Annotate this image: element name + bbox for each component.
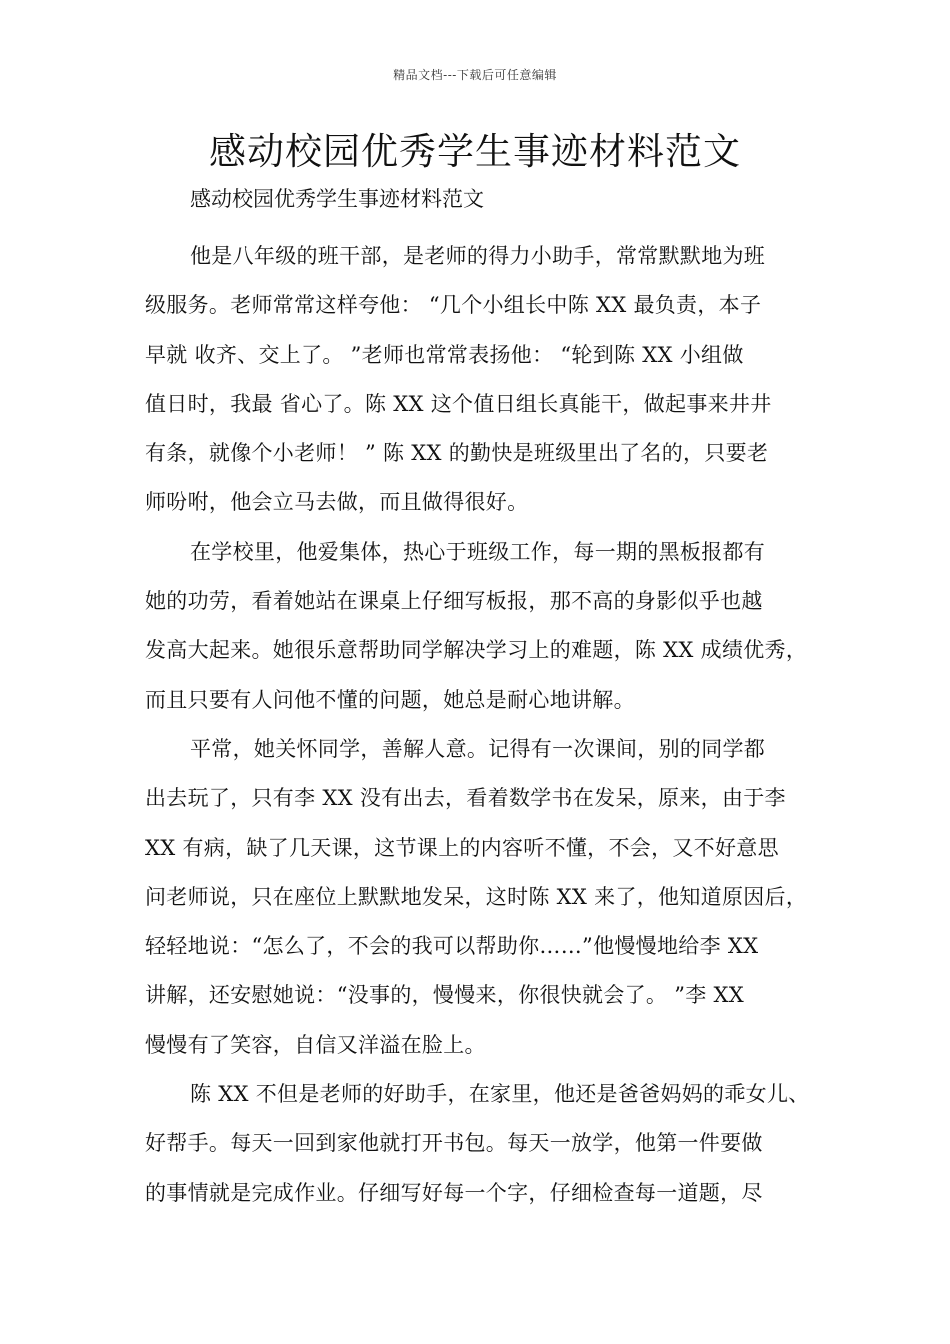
text-line: 慢慢有了笑容，自信又洋溢在脸上。 — [145, 1032, 486, 1057]
header-note: 精品文档---下载后可任意编辑 — [393, 68, 557, 82]
text-line: 问老师说，只在座位上默默地发呆，这时陈 XX 来了，他知道原因后， — [145, 884, 808, 909]
paragraph — [145, 1070, 810, 1218]
text-line: 早就 收齐、交上了。 ”老师也常常表扬他： “轮到陈 XX 小组做 — [145, 342, 744, 367]
paragraph — [145, 528, 808, 725]
text-line: 平常，她关怀同学，善解人意。记得有一次课间，别的同学都 — [190, 736, 766, 761]
text-line: 好帮手。每天一回到家他就打开书包。每天一放学，他第一件要做 — [145, 1131, 763, 1156]
text-line: 讲解，还安慰她说：“没事的，慢慢来，你很快就会了。 ”李 XX — [145, 983, 745, 1008]
text-line: 她的功劳，看着她站在课桌上仔细写板报，那不高的身影似乎也越 — [145, 589, 763, 614]
text-line: 的事情就是完成作业。仔细写好每一个字，仔细检查每一道题，尽 — [145, 1180, 763, 1205]
document-body — [145, 232, 810, 1218]
text-line: 值日时，我最 省心了。陈 XX 这个值日组长真能干，做起事来井井 — [145, 391, 772, 416]
text-line: 师吩咐，他会立马去做，而且做得很好。 — [145, 490, 529, 515]
text-line: XX 有病，缺了几天课，这节课上的内容听不懂，不会，又不好意思 — [145, 835, 779, 860]
text-line: 在学校里，他爱集体，热心于班级工作，每一期的黑板报都有 — [190, 539, 766, 564]
text-line: 有条，就像个小老师！ ” 陈 XX 的勤快是班级里出了名的，只要老 — [145, 441, 769, 466]
text-line: 轻轻地说：“怎么了，不会的我可以帮助你……”他慢慢地给李 XX — [145, 934, 759, 959]
text-line: 陈 XX 不但是老师的好助手，在家里，他还是爸爸妈妈的乖女儿、 — [190, 1082, 810, 1107]
text-line: 而且只要有人问他不懂的问题，她总是耐心地讲解。 — [145, 687, 635, 712]
paragraph — [145, 232, 805, 528]
text-line: 出去玩了，只有李 XX 没有出去，看着数学书在发呆，原来，由于李 — [145, 786, 786, 811]
document-subtitle: 感动校园优秀学生事迹材料范文 — [190, 187, 484, 211]
text-line: 级服务。老师常常这样夸他： “几个小组长中陈 XX 最负责，本子 — [145, 293, 762, 318]
text-line: 发高大起来。她很乐意帮助同学解决学习上的难题，陈 XX 成绩优秀， — [145, 638, 808, 663]
text-line: 他是八年级的班干部，是老师的得力小助手，常常默默地为班 — [190, 244, 766, 268]
document-title: 感动校园优秀学生事迹材料范文 — [209, 130, 741, 173]
paragraph — [145, 725, 808, 1070]
